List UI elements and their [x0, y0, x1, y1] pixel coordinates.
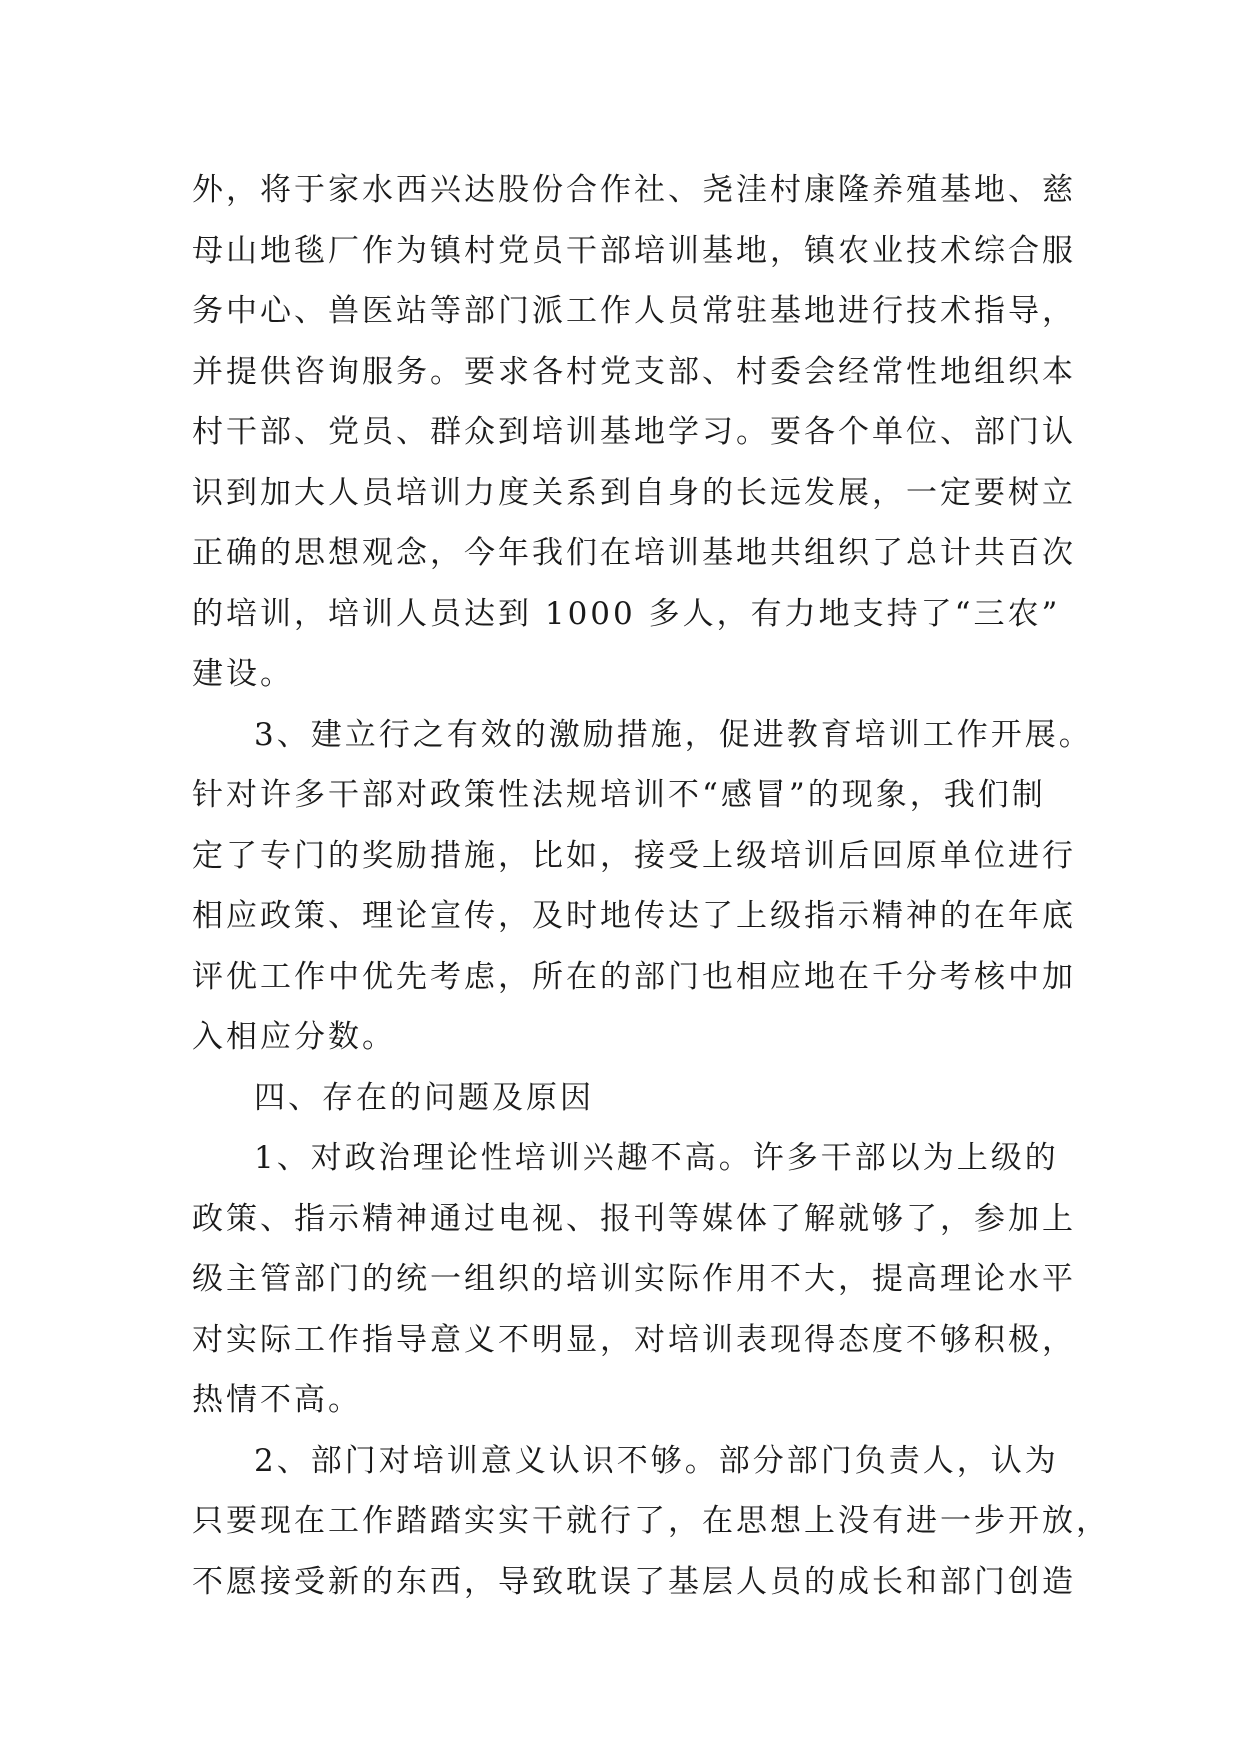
text-line: 识到加大人员培训力度关系到自身的长远发展，一定要树立	[192, 474, 1076, 511]
text-line: 正确的思想观念，今年我们在培训基地共组织了总计共百次	[192, 535, 1076, 571]
text-line: 对实际工作指导意义不明显，对培训表现得态度不够积极，	[192, 1321, 1076, 1358]
text-line: 相应政策、理论宣传，及时地传达了上级指示精神的在年底	[192, 898, 1076, 934]
section-heading: 四、存在的问题及原因	[254, 1079, 594, 1116]
text-line: 入相应分数。	[192, 1019, 396, 1055]
text-line: 建设。	[192, 656, 294, 692]
paragraph-start-line: 1、对政治理论性培训兴趣不高。许多干部以为上级的	[254, 1140, 1059, 1176]
text-line: 热情不高。	[192, 1382, 362, 1418]
text-line: 村干部、党员、群众到培训基地学习。要各个单位、部门认	[192, 414, 1076, 450]
text-line: 评优工作中优先考虑，所在的部门也相应地在千分考核中加	[192, 958, 1076, 995]
body-text	[192, 160, 1110, 1612]
paragraph-start-line: 2、部门对培训意义认识不够。部分部门负责人，认为	[254, 1442, 1059, 1479]
text-line: 务中心、兽医站等部门派工作人员常驻基地进行技术指导，	[192, 293, 1076, 329]
text-line: 不愿接受新的东西，导致耽误了基层人员的成长和部门创造	[192, 1563, 1076, 1600]
text-line: 政策、指示精神通过电视、报刊等媒体了解就够了，参加上	[192, 1200, 1076, 1237]
text-line: 定了专门的奖励措施，比如，接受上级培训后回原单位进行	[192, 837, 1076, 874]
text-line: 针对许多干部对政策性法规培训不“感冒”的现象，我们制	[192, 777, 1046, 813]
text-line: 只要现在工作踏踏实实干就行了，在思想上没有进一步开放，	[192, 1503, 1110, 1539]
text-line: 的培训，培训人员达到 1000 多人，有力地支持了“三农”	[192, 595, 1061, 632]
paragraph-start-line: 3、建立行之有效的激励措施，促进教育培训工作开展。	[254, 716, 1093, 753]
text-line: 并提供咨询服务。要求各村党支部、村委会经常性地组织本	[192, 353, 1076, 390]
text-line: 母山地毯厂作为镇村党员干部培训基地，镇农业技术综合服	[192, 232, 1076, 269]
text-line: 外，将于家水西兴达股份合作社、尧洼村康隆养殖基地、慈	[192, 172, 1076, 208]
text-line: 级主管部门的统一组织的培训实际作用不大，提高理论水平	[192, 1261, 1076, 1297]
